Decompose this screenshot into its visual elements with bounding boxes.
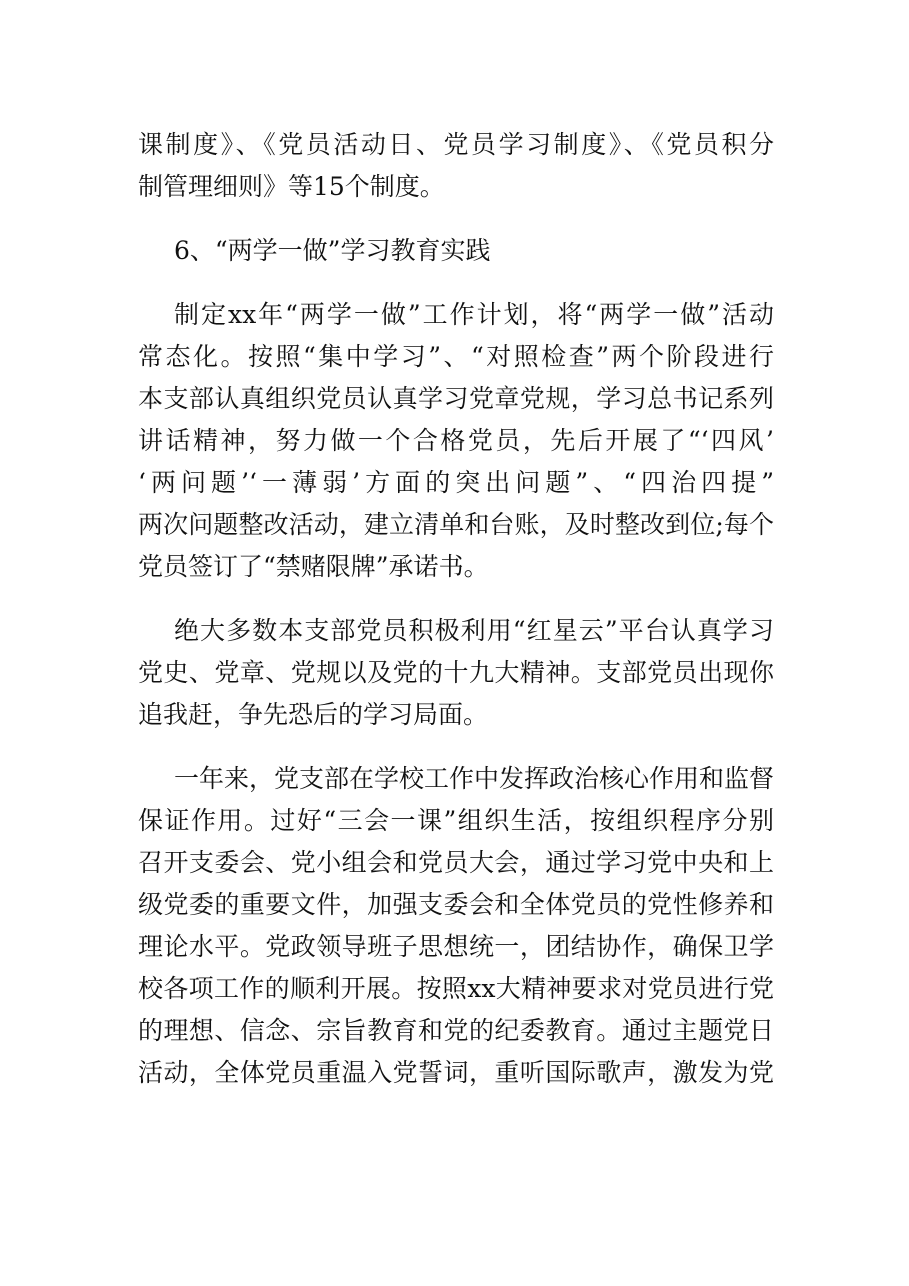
- text-line: 常态化。按照“集中学习”、“对照检查”两个阶段进行: [138, 342, 774, 371]
- paragraph: [138, 610, 774, 736]
- text-line: 讲话精神，努力做一个合格党员，先后开展了“‘四风’: [138, 426, 774, 455]
- text-line: 制管理细则》等15个制度。: [138, 172, 445, 201]
- text-line: 追我赶，争先恐后的学习局面。: [138, 700, 489, 729]
- text-line: 党员签订了“禁赌限牌”承诺书。: [138, 552, 489, 581]
- text-line: ‘两问题’‘一薄弱’方面的突出问题”、“四治四提”: [138, 468, 774, 497]
- text-line: 绝大多数本支部党员积极利用“红星云”平台认真学习: [174, 616, 774, 645]
- text-line: 课制度》、《党员活动日、党员学习制度》、《党员积分: [138, 130, 774, 159]
- paragraph: [138, 294, 774, 588]
- text-line: 党史、党章、党规以及党的十九大精神。支部党员出现你: [138, 658, 774, 687]
- text-line: 的理想、信念、宗旨教育和党的纪委教育。通过主题党日: [138, 1016, 774, 1045]
- paragraph-continuation: [138, 124, 774, 208]
- paragraph: [138, 758, 774, 1094]
- text-line: 两次问题整改活动，建立清单和台账，及时整改到位;每个: [138, 510, 774, 539]
- text-line: 一年来，党支部在学校工作中发挥政治核心作用和监督: [174, 764, 775, 793]
- section-heading: [138, 230, 774, 272]
- text-line: 制定xx年“两学一做”工作计划，将“两学一做”活动: [174, 300, 774, 329]
- document-body: [138, 124, 774, 1094]
- text-line: 本支部认真组织党员认真学习党章党规，学习总书记系列: [138, 384, 774, 413]
- text-line: 理论水平。党政领导班子思想统一，团结协作，确保卫学: [138, 932, 774, 961]
- text-line: 召开支委会、党小组会和党员大会，通过学习党中央和上: [138, 848, 774, 877]
- heading-line: 6、“两学一做”学习教育实践: [174, 236, 491, 265]
- text-line: 保证作用。过好“三会一课”组织生活，按组织程序分别: [138, 806, 774, 835]
- text-line: 活动，全体党员重温入党誓词，重听国际歌声，激发为党: [138, 1058, 774, 1087]
- text-line: 级党委的重要文件，加强支委会和全体党员的党性修养和: [138, 890, 774, 919]
- text-line: 校各项工作的顺利开展。按照xx大精神要求对党员进行党: [138, 974, 774, 1003]
